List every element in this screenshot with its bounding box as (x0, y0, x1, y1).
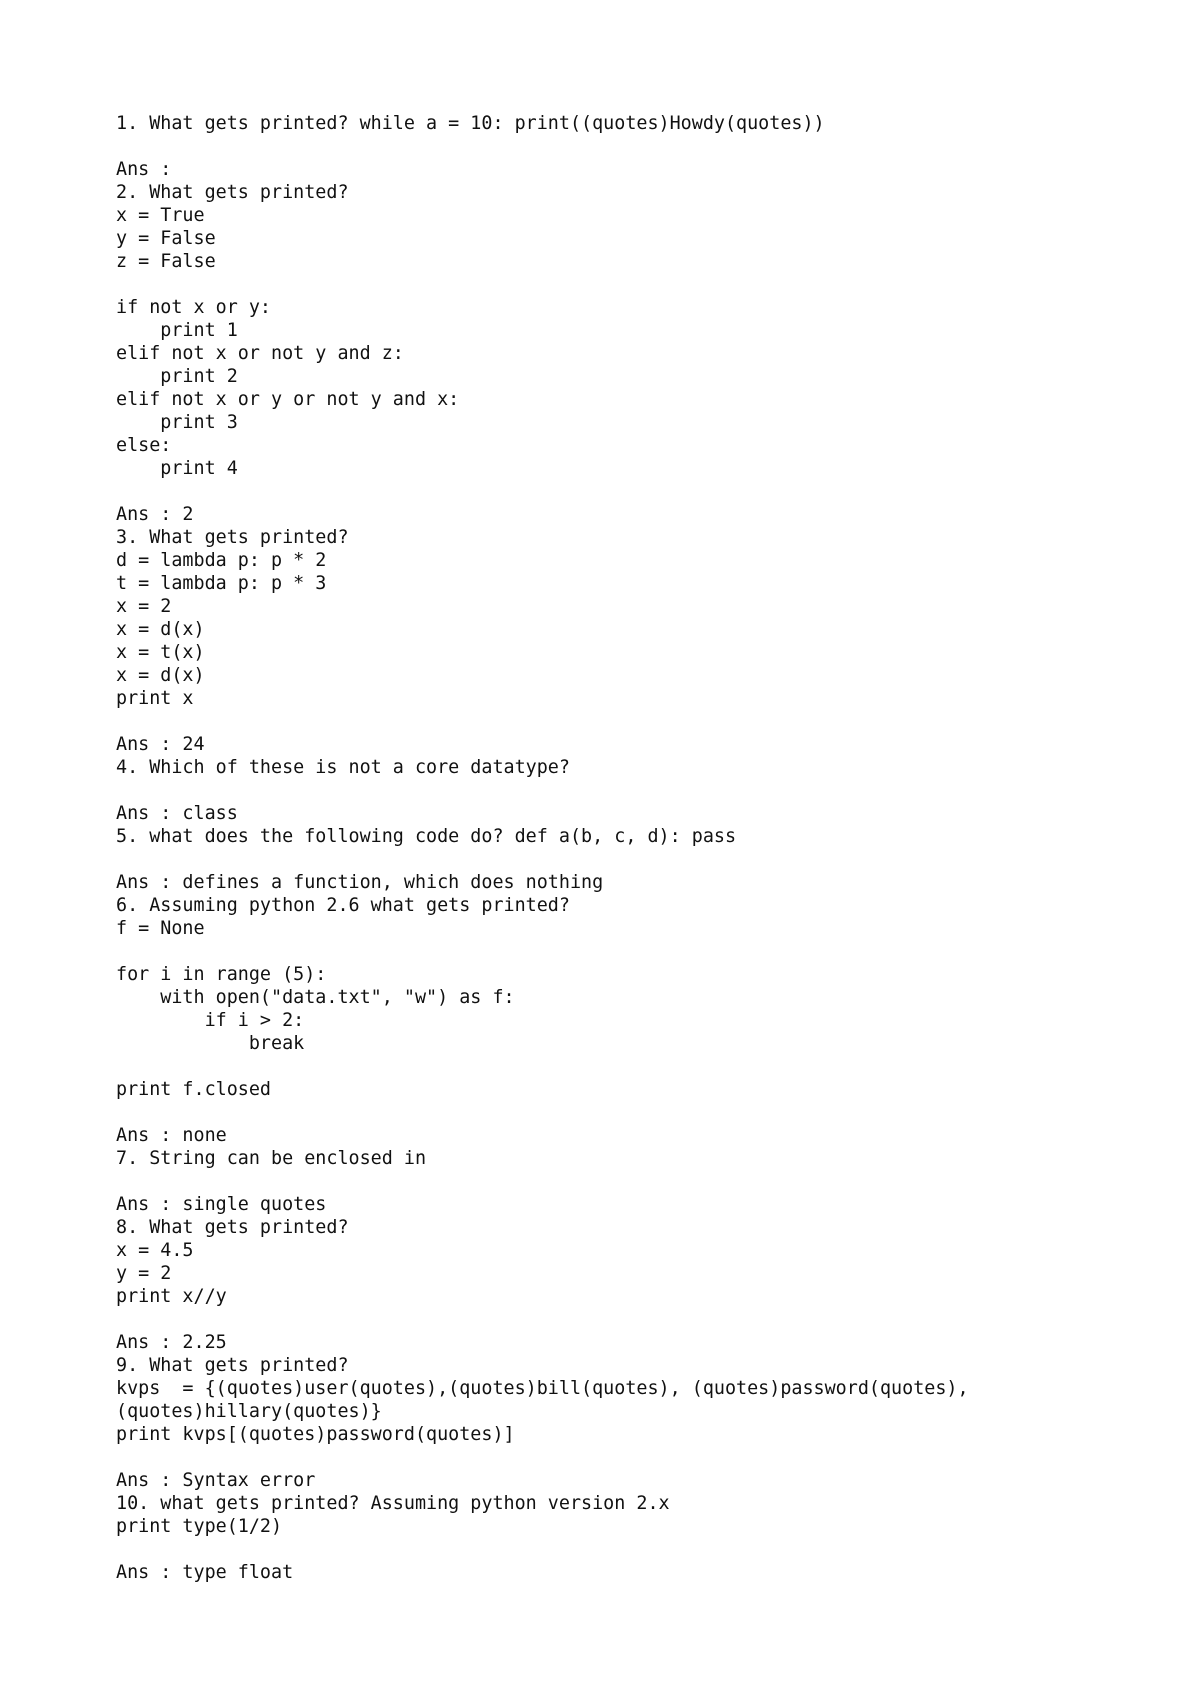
question-line: 1. What gets printed? while a = 10: print((quotes)Howdy(quotes)) (116, 113, 825, 134)
code-line: y = False (116, 228, 216, 249)
question-line: 2. What gets printed? (116, 182, 349, 203)
question-line: 6. Assuming python 2.6 what gets printed? (116, 895, 570, 916)
answer-line: Ans : none (116, 1125, 227, 1146)
answer-line: Ans : type float (116, 1562, 294, 1583)
answer-line: Ans : defines a function, which does nothing (116, 872, 604, 893)
code-line: f = None (116, 918, 205, 939)
code-line: if i > 2: (116, 1010, 305, 1031)
answer-line: Ans : class (116, 803, 238, 824)
answer-line: Ans : 24 (116, 734, 205, 755)
code-line: kvps = {(quotes)user(quotes),(quotes)bill(quotes), (quotes)password(quotes), (116, 1378, 969, 1399)
code-line: print kvps[(quotes)password(quotes)] (116, 1424, 515, 1445)
code-line: x = True (116, 205, 205, 226)
question-line: 10. what gets printed? Assuming python version 2.x (116, 1493, 670, 1514)
code-line: x = 2 (116, 596, 172, 617)
code-line: print x//y (116, 1286, 227, 1307)
code-line: (quotes)hillary(quotes)} (116, 1401, 382, 1422)
code-line: x = d(x) (116, 665, 205, 686)
blank-line (116, 1055, 1156, 1078)
blank-line (116, 710, 1156, 733)
question-line: 3. What gets printed? (116, 527, 349, 548)
answer-line: Ans : Syntax error (116, 1470, 316, 1491)
code-line: if not x or y: (116, 297, 272, 318)
blank-line (116, 480, 1156, 503)
code-line: print type(1/2) (116, 1516, 283, 1537)
code-line: print 1 (116, 320, 238, 341)
blank-line (116, 273, 1156, 296)
code-line: t = lambda p: p * 3 (116, 573, 327, 594)
code-line: x = t(x) (116, 642, 205, 663)
question-line: 8. What gets printed? (116, 1217, 349, 1238)
blank-line (116, 135, 1156, 158)
blank-line (116, 1538, 1156, 1561)
blank-line (116, 848, 1156, 871)
question-line: 9. What gets printed? (116, 1355, 349, 1376)
code-line: z = False (116, 251, 216, 272)
blank-line (116, 1446, 1156, 1469)
document-page (116, 112, 1156, 1584)
blank-line (116, 1101, 1156, 1124)
blank-line (116, 779, 1156, 802)
question-line: 7. String can be enclosed in (116, 1148, 427, 1169)
code-line: print 3 (116, 412, 238, 433)
code-line: for i in range (5): (116, 964, 327, 985)
code-line: elif not x or not y and z: (116, 343, 404, 364)
blank-line (116, 1170, 1156, 1193)
answer-line: Ans : 2 (116, 504, 194, 525)
answer-line: Ans : (116, 159, 172, 180)
code-line: x = 4.5 (116, 1240, 194, 1261)
answer-line: Ans : 2.25 (116, 1332, 227, 1353)
code-line: print f.closed (116, 1079, 272, 1100)
answer-line: Ans : single quotes (116, 1194, 327, 1215)
code-line: break (116, 1033, 305, 1054)
code-line: x = d(x) (116, 619, 205, 640)
document-body (116, 112, 1156, 1584)
code-line: with open("data.txt", "w") as f: (116, 987, 515, 1008)
code-line: print 2 (116, 366, 238, 387)
code-line: elif not x or y or not y and x: (116, 389, 460, 410)
question-line: 5. what does the following code do? def a(b, c, d): pass (116, 826, 737, 847)
code-line: y = 2 (116, 1263, 172, 1284)
code-line: print 4 (116, 458, 238, 479)
blank-line (116, 940, 1156, 963)
code-line: d = lambda p: p * 2 (116, 550, 327, 571)
code-line: else: (116, 435, 172, 456)
blank-line (116, 1308, 1156, 1331)
code-line: print x (116, 688, 194, 709)
question-line: 4. Which of these is not a core datatype? (116, 757, 570, 778)
